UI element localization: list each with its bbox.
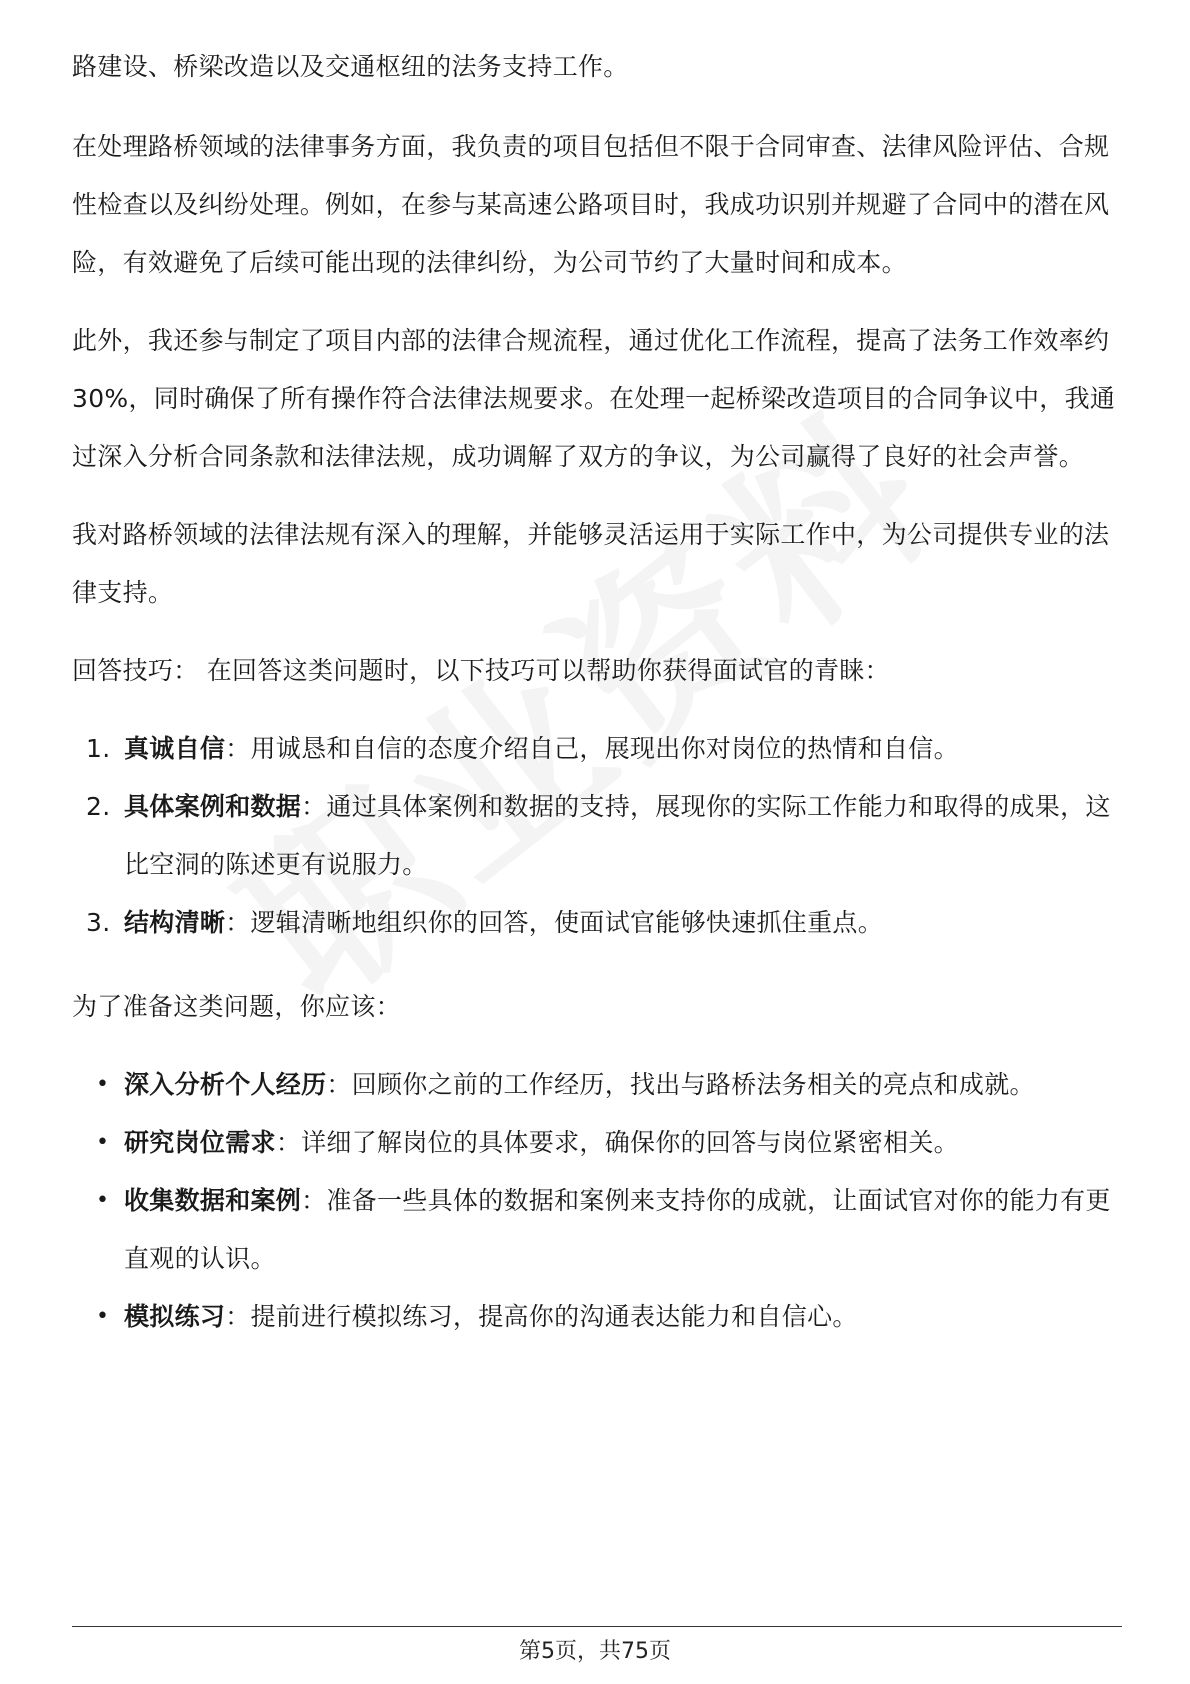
list-item-title: 深入分析个人经历 [124,1070,327,1099]
paragraph-legal-affairs: 在处理路桥领域的法律事务方面，我负责的项目包括但不限于合同审查、法律风险评估、合规性检查以及纠纷处理。例如，在参与某高速公路项目时，我成功识别并规避了合同中的潜在风险，有效避免了后续可能出现的法律纠纷，为公司节约了大量时间和成本。 [72,132,1110,277]
list-item-title: 模拟练习 [124,1302,226,1331]
list-item-text: ：逻辑清晰地组织你的回答，使面试官能够快速抓住重点。 [225,908,884,937]
page-number: 第5页，共75页 [519,1639,671,1664]
list-item [72,1288,1122,1346]
list-item-text: ：详细了解岗位的具体要求，确保你的回答与岗位紧密相关。 [275,1128,959,1157]
list-item-title: 研究岗位需求 [124,1128,276,1157]
bullet-icon: • [96,1072,110,1097]
list-item [72,1056,1122,1114]
paragraph-tips-heading: 回答技巧： 在回答这类问题时，以下技巧可以帮助你获得面试官的青睐： [72,656,890,685]
paragraph-compliance: 此外，我还参与制定了项目内部的法律合规流程，通过优化工作流程，提高了法务工作效率约30%，同时确保了所有操作符合法律法规要求。在处理一起桥梁改造项目的合同争议中，我通过深入分析合同条款和法律法规，成功调解了双方的争议，为公司赢得了良好的社会声誉。 [72,326,1116,471]
list-number: 2. [86,792,111,821]
paragraph-prep-heading: 为了准备这类问题，你应该： [72,992,401,1021]
prep-list [72,1056,1122,1346]
document-page [72,38,1122,1372]
bullet-icon: • [96,1304,110,1329]
list-item-text: ：提前进行模拟练习，提高你的沟通表达能力和自信心。 [225,1302,858,1331]
list-item [72,894,1122,952]
list-number: 1. [86,734,111,763]
list-item [72,720,1122,778]
bullet-icon: • [96,1188,110,1213]
paragraph-intro: 路建设、桥梁改造以及交通枢纽的法务支持工作。 [72,52,629,81]
tips-list [72,720,1122,952]
list-item [72,1172,1122,1288]
list-item-title: 收集数据和案例 [124,1186,302,1215]
list-item-title: 结构清晰 [124,908,226,937]
list-item [72,778,1122,894]
footer-divider [72,1626,1122,1627]
list-item-title: 真诚自信 [124,734,226,763]
list-item-title: 具体案例和数据 [124,792,302,821]
paragraph-expertise: 我对路桥领域的法律法规有深入的理解，并能够灵活运用于实际工作中，为公司提供专业的法律支持。 [72,520,1110,607]
list-item [72,1114,1122,1172]
list-item-text: ：准备一些具体的数据和案例来支持你的成就，让面试官对你的能力有更直观的认识。 [124,1186,1111,1273]
list-number: 3. [86,908,111,937]
list-item-text: ：通过具体案例和数据的支持，展现你的实际工作能力和取得的成果，这比空洞的陈述更有说服力。 [124,792,1111,879]
list-item-text: ：用诚恳和自信的态度介绍自己，展现出你对岗位的热情和自信。 [225,734,959,763]
bullet-icon: • [96,1130,110,1155]
list-item-text: ：回顾你之前的工作经历，找出与路桥法务相关的亮点和成就。 [326,1070,1035,1099]
